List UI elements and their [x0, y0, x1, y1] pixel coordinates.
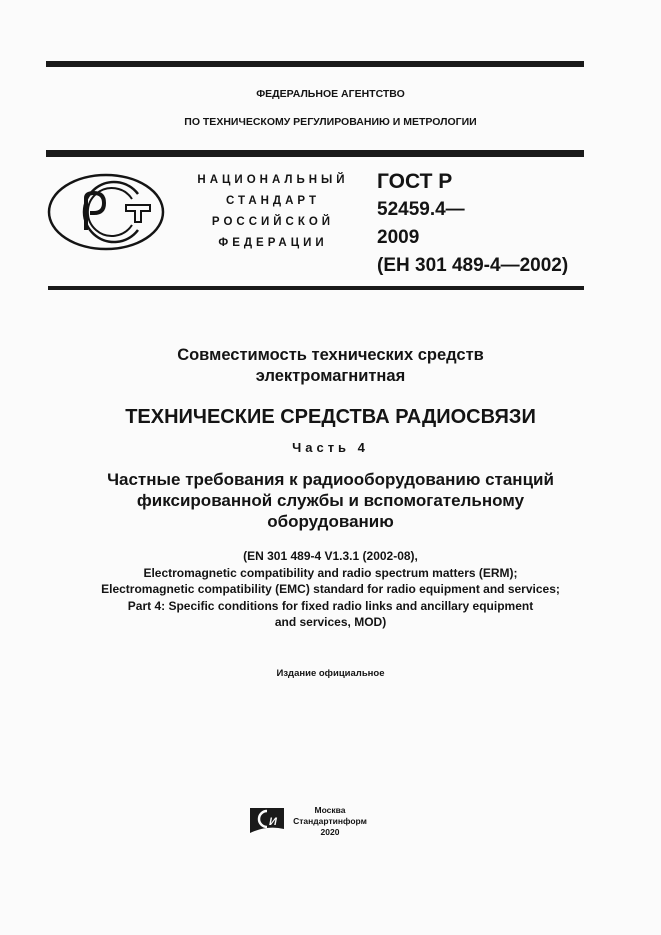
subtitle-line: фиксированной службы и вспомогательному	[136, 491, 525, 510]
subtitle-line: Частные требования к радиооборудованию станций	[107, 470, 554, 489]
standartinform-logo-icon	[249, 805, 285, 835]
national-line: НАЦИОНАЛЬНЫЙ	[197, 174, 349, 186]
publisher-name: Стандартинформ	[293, 816, 367, 826]
main-title: ТЕХНИЧЕСКИЕ СРЕДСТВА РАДИОСВЯЗИ	[125, 406, 536, 428]
gost-line: 52459.4—	[377, 199, 465, 220]
rst-logo-icon	[46, 172, 166, 252]
english-line: and services, MOD)	[274, 615, 387, 629]
publisher-city: Москва	[314, 805, 346, 815]
english-line: Electromagnetic compatibility and radio spectrum matters (ERM);	[143, 565, 518, 580]
gost-line: ГОСТ Р	[377, 170, 453, 193]
national-line: СТАНДАРТ	[226, 195, 320, 207]
svg-text:И: И	[269, 816, 277, 828]
national-standard-label	[188, 170, 358, 254]
top-rule	[46, 61, 584, 67]
title-line-1: Совместимость технических средств	[177, 346, 484, 364]
gost-designation	[377, 168, 568, 280]
section-rule	[48, 286, 584, 290]
subtitle	[0, 469, 661, 532]
header-rule	[46, 150, 584, 157]
english-line: (EN 301 489-4 V1.3.1 (2002-08),	[243, 549, 418, 563]
subtitle-line: оборудованию	[267, 512, 394, 531]
gost-line: 2009	[377, 227, 420, 248]
agency-line-1: ФЕДЕРАЛЬНОЕ АГЕНТСТВО	[256, 88, 405, 100]
national-line: РОССИЙСКОЙ	[211, 216, 335, 228]
english-title	[0, 548, 661, 631]
part-label: Часть 4	[292, 440, 369, 455]
english-line: Part 4: Specific conditions for fixed radio links and ancillary equipment	[127, 598, 534, 613]
publisher-year: 2020	[320, 827, 340, 837]
title-line-2: электромагнитная	[255, 367, 406, 385]
publisher-info	[290, 805, 370, 838]
national-line: ФЕДЕРАЦИИ	[218, 237, 328, 249]
gost-line: (ЕН 301 489-4—2002)	[377, 255, 569, 276]
edition-label: Издание официальное	[276, 668, 385, 679]
english-line: Electromagnetic compatibility (EMC) standard for radio equipment and services;	[101, 582, 560, 596]
agency-line-2: ПО ТЕХНИЧЕСКОМУ РЕГУЛИРОВАНИЮ И МЕТРОЛОГИИ	[184, 116, 477, 128]
